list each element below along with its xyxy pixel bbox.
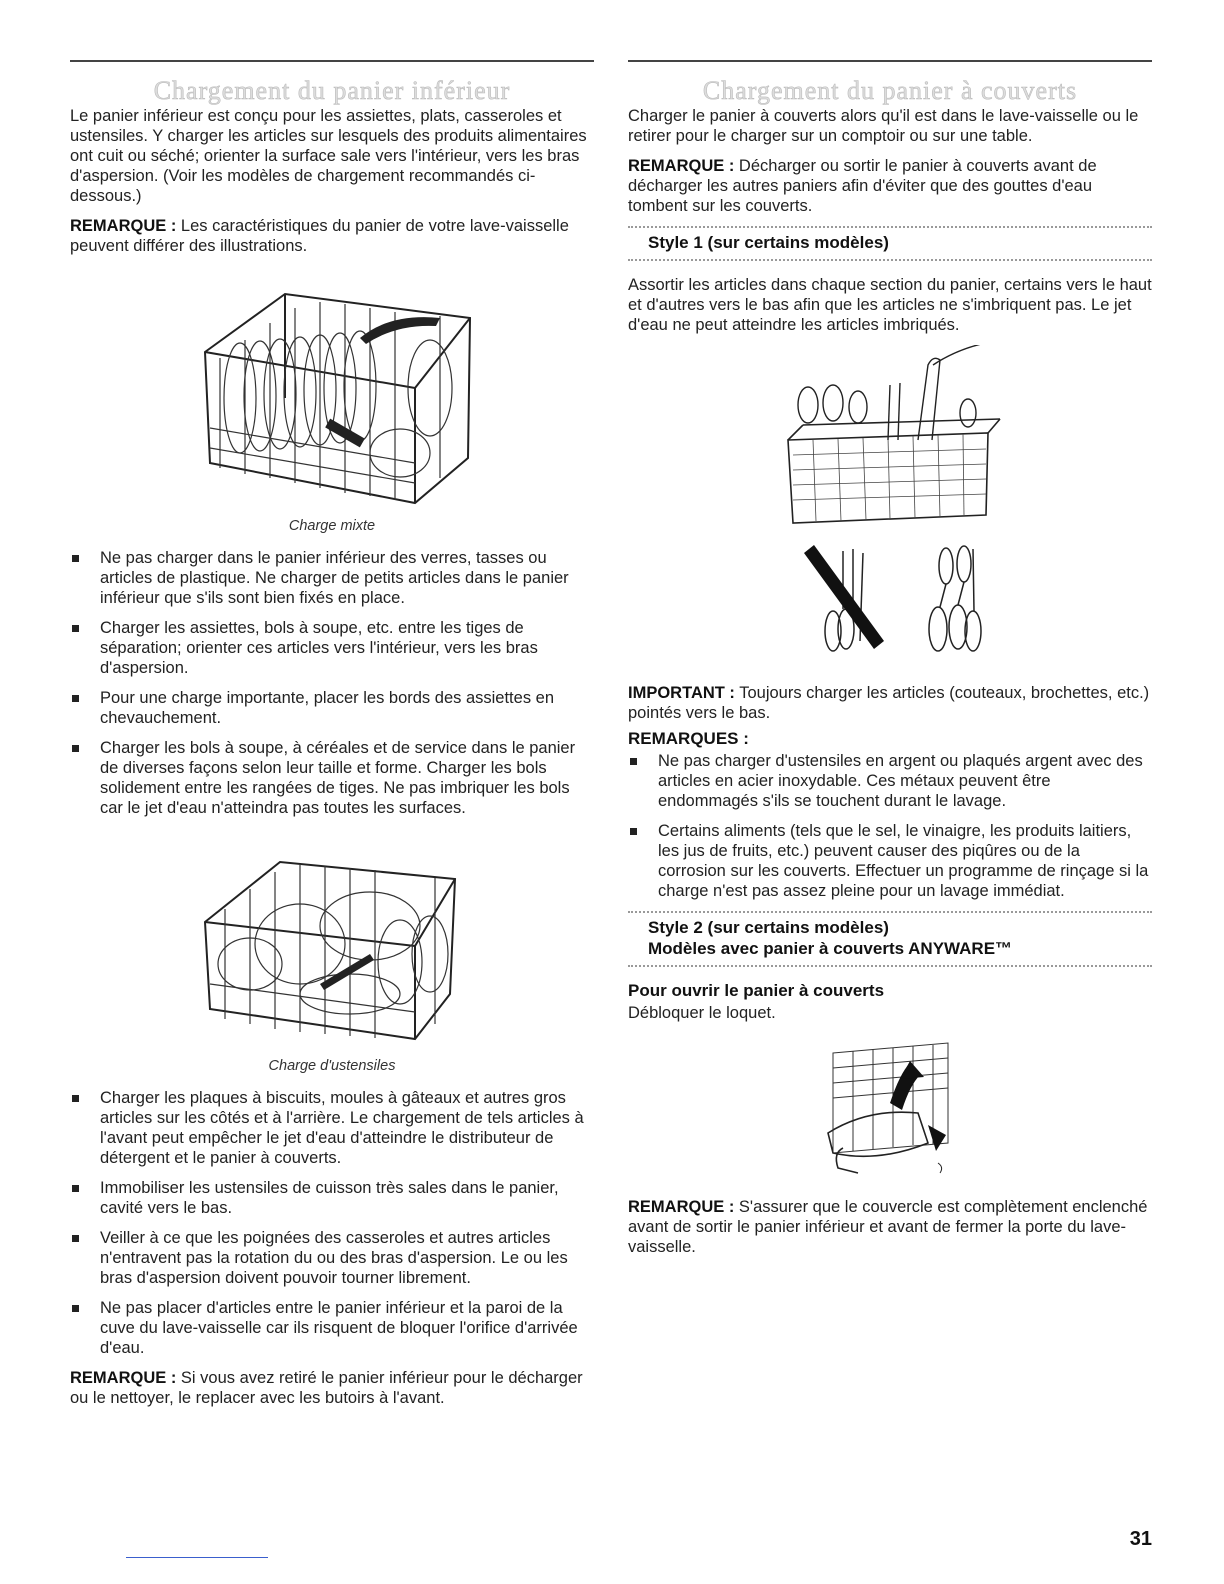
latch-illustration (628, 1033, 1152, 1189)
mixed-load-illustration (70, 278, 594, 534)
note-label: REMARQUE : (70, 1369, 177, 1387)
silverware-basket-illustration (628, 345, 1152, 531)
mixed-load-rack-drawing (70, 278, 594, 514)
list-item: Charger les plaques à biscuits, moules à gâteaux et autres gros articles sur les côtés et à l'arrière. Le chargement de tels articles à l'avant peut empêcher le jet d'eau d'atteindre le distributeur de détergent et le panier à couverts. (70, 1088, 594, 1168)
bottom-link-rule (126, 1557, 268, 1558)
important-label: IMPORTANT : (628, 684, 735, 702)
list-item: Charger les bols à soupe, à céréales et de service dans le panier de diverses façons selon leur taille et forme. Charger les bols solidement entre les rangées de tiges. Ne pas imbriquer les bols car le jet d'eau n'atteindra pas toutes les surfaces. (70, 738, 594, 818)
note-label: REMARQUE : (628, 157, 735, 175)
note-text: Si vous avez retiré le panier inférieur pour le décharger ou le nettoyer, le replacer avec les butoirs à l'avant. (70, 1369, 583, 1407)
right-column (628, 60, 1152, 1267)
style1-subheading (628, 226, 1152, 261)
top-rule (628, 60, 1152, 62)
style2-heading-line1: Style 2 (sur certains modèles) (648, 918, 889, 937)
list-item: Ne pas charger dans le panier inférieur des verres, tasses ou articles de plastique. Ne charger de petits articles dans le panier inférieur que s'ils sont bien fixés en place. (70, 548, 594, 608)
note-label: REMARQUE : (628, 1198, 735, 1216)
cover-latched-note (628, 1197, 1152, 1257)
important-text: Toujours charger les articles (couteaux, brochettes, etc.) pointés vers le bas. (628, 684, 1150, 722)
top-rule (70, 60, 594, 62)
silverware-basket-drawing (628, 345, 1152, 531)
style2-subheading (628, 911, 1152, 967)
open-basket-text: Débloquer le loquet. (628, 1004, 776, 1022)
open-basket-heading: Pour ouvrir le panier à couverts (628, 981, 885, 1000)
section-title-lower-rack: Chargement du panier inférieur (153, 76, 511, 105)
note-text: Les caractéristiques du panier de votre lave-vaisselle peuvent différer des illustrations. (70, 217, 569, 255)
list-item: Pour une charge importante, placer les bords des assiettes en chevauchement. (70, 688, 594, 728)
lower-rack-large-items-list (70, 1088, 594, 1358)
note-text: S'assurer que le couvercle est complètement enclenché avant de sortir le panier inférieur et avant de fermer la porte du lave-vaisselle. (628, 1198, 1148, 1256)
left-column (70, 60, 594, 1418)
important-note (628, 683, 1152, 723)
cutlery-orientation-illustration (628, 541, 1152, 661)
note-text: Décharger ou sortir le panier à couverts avant de décharger les autres paniers afin d'éviter que des gouttes d'eau tombent sur les couverts. (628, 157, 1097, 215)
figure-caption-utensil-load: Charge d'ustensiles (268, 1058, 396, 1074)
remarques-list (628, 751, 1152, 901)
list-item: Ne pas placer d'articles entre le panier inférieur et la paroi de la cuve du lave-vaisselle car ils risquent de bloquer l'orifice d'arrivée d'eau. (70, 1298, 594, 1358)
note-label: REMARQUE : (70, 217, 177, 235)
cutlery-orientation-drawing (628, 541, 1152, 661)
section-title-silverware-basket: Chargement du panier à couverts (702, 76, 1078, 105)
style1-text: Assortir les articles dans chaque section du panier, certains vers le haut et d'autres vers le bas afin que les articles ne s'imbriquent pas. Le jet d'eau ne peut atteindre les articles imbriqués. (628, 276, 1152, 334)
figure-caption-mixed-load: Charge mixte (288, 518, 376, 534)
style2-heading-line2: Modèles avec panier à couverts ANYWARE™ (648, 939, 1013, 958)
list-item: Immobiliser les ustensiles de cuisson très sales dans le panier, cavité vers le bas. (70, 1178, 594, 1218)
silverware-note (628, 156, 1152, 216)
list-item: Veiller à ce que les poignées des casseroles et autres articles n'entravent pas la rotation du ou des bras d'aspersion. Le ou les bras d'aspersion doivent pouvoir tourner librement. (70, 1228, 594, 1288)
list-item: Ne pas charger d'ustensiles en argent ou plaqués argent avec des articles en acier inoxydable. Ces métaux peuvent être endommagés s'ils se touchent durant le lavage. (628, 751, 1152, 811)
lower-rack-replace-note (70, 1368, 594, 1408)
lower-rack-note (70, 216, 594, 256)
utensil-load-rack-drawing (70, 834, 594, 1054)
page-number: 31 (1129, 1528, 1152, 1550)
silverware-intro: Charger le panier à couverts alors qu'il est dans le lave-vaisselle ou le retirer pour le charger sur un comptoir ou sur une table. (628, 107, 1139, 145)
lower-rack-tips-list (70, 548, 594, 818)
latch-release-drawing (628, 1033, 1152, 1189)
list-item: Certains aliments (tels que le sel, le vinaigre, les produits laitiers, les jus de fruits, etc.) peuvent causer des piqûres ou de la corrosion sur les couverts. Effectuer un programme de rinçage si la charge n'est pas assez pleine pour un lavage immédiat. (628, 821, 1152, 901)
list-item: Charger les assiettes, bols à soupe, etc. entre les tiges de séparation; orienter ces articles vers l'intérieur, vers les bras d'aspersion. (70, 618, 594, 678)
utensil-load-illustration (70, 834, 594, 1074)
style1-heading: Style 1 (sur certains modèles) (648, 233, 889, 252)
lower-rack-intro: Le panier inférieur est conçu pour les assiettes, plats, casseroles et ustensiles. Y charger les articles sur lesquels des produits alimentaires ont cuit ou séché; orienter la surface sale vers l'intérieur, vers les bras d'aspersion. (Voir les modèles de chargement recommandés ci-dessous.) (70, 107, 587, 205)
remarques-heading: REMARQUES : (628, 729, 749, 748)
